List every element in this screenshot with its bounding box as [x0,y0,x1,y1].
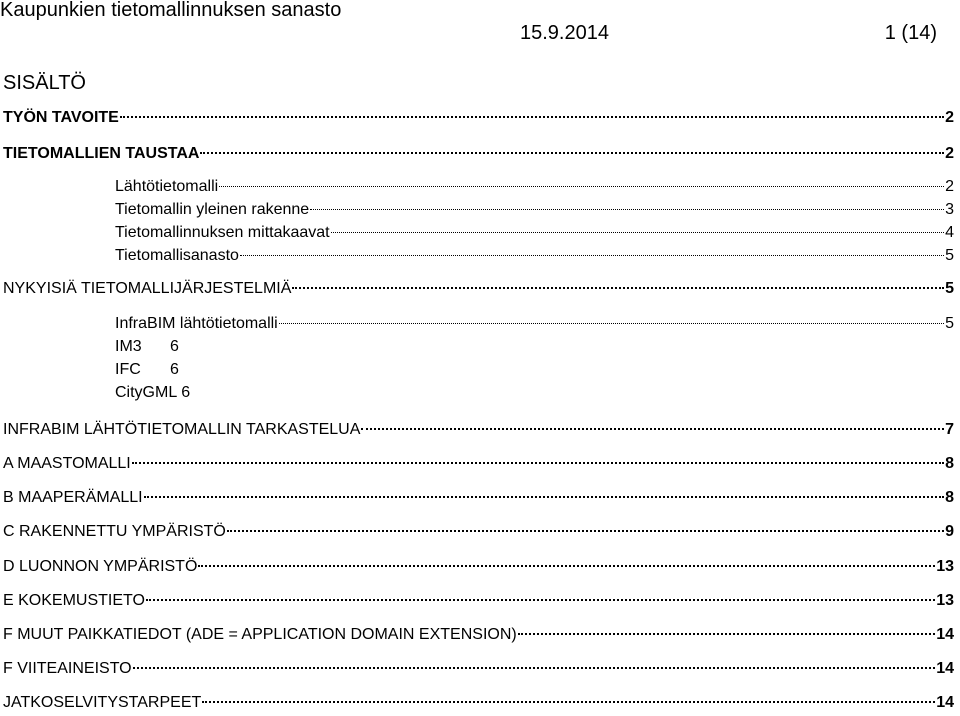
toc-leader [120,116,944,118]
toc-entry-label: D LUONNON YMPÄRISTÖ [3,558,198,575]
toc-leader [198,565,935,567]
toc-entry-page: 6 [181,384,191,401]
toc-entry-page: 2 [945,109,954,126]
toc-entry-a-maastomalli[interactable] [3,453,954,475]
toc-entry-label: Tietomallin yleinen rakenne [115,201,310,218]
toc-entry-label: JATKOSELVITYSTARPEET [3,694,202,711]
toc-entry-page: 3 [945,201,954,218]
toc-entry-label: TIETOMALLIEN TAUSTAA [3,145,200,162]
toc-entry-label: IM3 [115,338,142,355]
toc-entry-label: B MAAPERÄMALLI [3,489,143,506]
toc-entry-label: Tietomallinnuksen mittakaavat [115,224,330,241]
toc-entry-page: 14 [936,660,954,677]
toc-entry-page: 9 [945,523,954,540]
toc-leader [146,599,935,601]
toc-leader [310,209,944,210]
toc-entry-tyon-tavoite[interactable] [3,107,954,129]
toc-entry-c-rakennettu-ymparisto[interactable] [3,521,954,543]
toc-leader [292,287,944,289]
toc-leader [227,530,944,532]
toc-leader [279,323,944,324]
toc-entry-label: E KOKEMUSTIETO [3,592,145,609]
toc-entry-label: Tietomallisanasto [115,247,239,264]
toc-entry-page: 6 [170,361,179,378]
toc-entry-page: 2 [945,178,954,195]
toc-entry-d-luonnon-ymparisto[interactable] [3,556,954,578]
toc-leader [331,232,944,233]
toc-entry-page: 5 [945,280,954,297]
toc-leader [219,186,944,187]
toc-entry-label: IFC [115,361,141,378]
toc-leader [200,152,944,154]
toc-heading: SISÄLTÖ [3,72,86,94]
toc-entry-label: INFRABIM LÄHTÖTIETOMALLIN TARKASTELUA [3,421,361,438]
toc-entry-page: 13 [936,558,954,575]
toc-entry-nykyisia-tietomallijarjestelmia[interactable] [3,278,954,300]
toc-entry-page: 7 [945,421,954,438]
toc-entry-page: 14 [936,694,954,711]
toc-entry-lahtotietomalli[interactable] [115,176,954,198]
toc-entry-b-maaperamalli[interactable] [3,487,954,509]
toc-entry-page: 13 [936,592,954,609]
toc-entry-page: 8 [945,489,954,506]
toc-entry-tietomallien-taustaa[interactable] [3,143,954,165]
toc-entry-ifc[interactable] [115,359,179,381]
toc-entry-e-kokemustieto[interactable] [3,590,954,612]
toc-entry-label: F VIITEAINEISTO [3,660,132,677]
toc-entry-page: 5 [945,315,954,332]
toc-entry-page: 4 [945,224,954,241]
toc-entry-label: Lähtötietomalli [115,178,219,195]
toc-leader [133,667,936,669]
toc-leader [518,633,935,635]
document-title: Kaupunkien tietomallinnuksen sanasto [0,0,342,21]
toc-entry-tietomallinnuksen-mittakaavat[interactable] [115,222,954,244]
toc-entry-im3[interactable] [115,336,179,358]
toc-entry-page: 14 [936,626,954,643]
toc-entry-jatkoselvitystarpeet[interactable] [3,692,954,714]
toc-entry-citygml[interactable] [115,382,190,404]
toc-entry-label: NYKYISIÄ TIETOMALLIJÄRJESTELMIÄ [3,280,292,297]
toc-entry-label: CityGML [115,384,178,401]
toc-entry-label: F MUUT PAIKKATIEDOT (ADE = APPLICATION DOMAIN EXTENSION) [3,626,517,643]
document-date: 15.9.2014 [520,22,609,44]
toc-entry-page: 8 [945,455,954,472]
toc-leader [132,462,944,464]
toc-entry-f-viiteaineisto[interactable] [3,658,954,680]
toc-leader [361,428,944,430]
toc-entry-label: TYÖN TAVOITE [3,109,119,126]
toc-entry-label: C RAKENNETTU YMPÄRISTÖ [3,523,226,540]
toc-entry-page: 5 [945,247,954,264]
toc-entry-page: 6 [170,338,179,355]
toc-entry-label: A MAASTOMALLI [3,455,131,472]
toc-entry-label: InfraBIM lähtötietomalli [115,315,278,332]
toc-entry-page: 2 [945,145,954,162]
page-number: 1 (14) [884,22,937,44]
toc-leader [202,701,935,703]
toc-entry-f-muut-paikkatiedot[interactable] [3,624,954,646]
toc-entry-tietomallin-yleinen-rakenne[interactable] [115,199,954,221]
toc-entry-tietomallisanasto[interactable] [115,245,954,267]
toc-entry-infrabim-tarkastelua[interactable] [3,419,954,441]
toc-entry-infrabim-lahtotietomalli[interactable] [115,313,954,335]
toc-leader [240,255,944,256]
toc-leader [144,496,944,498]
